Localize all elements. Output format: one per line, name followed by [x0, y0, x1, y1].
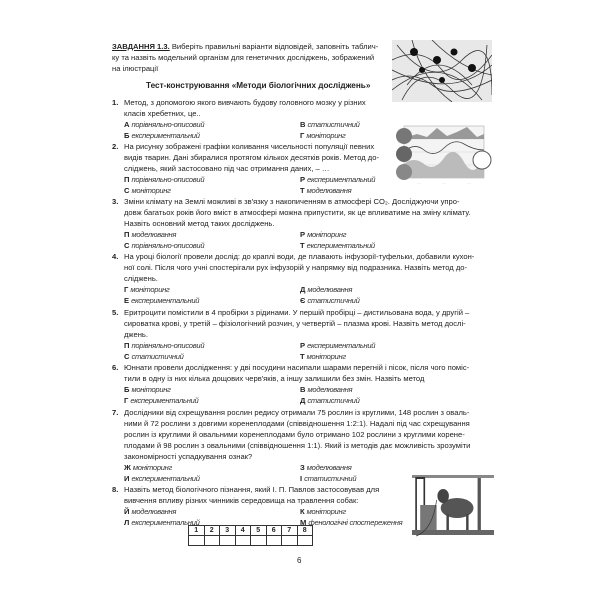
- answer-option[interactable]: [124, 395, 300, 406]
- option-letter: Р: [300, 175, 306, 184]
- question-text-line: джень.: [124, 330, 148, 339]
- answer-table: [188, 525, 313, 546]
- answer-option[interactable]: [300, 295, 500, 306]
- question-text-line: плодами й 98 рослин з овальними (співвідношення 1:1). Який із методів дає можливість зрозуміти: [124, 441, 471, 450]
- task-line: Виберіть правильні варіанти відповідей, заповніть таблич-: [169, 42, 379, 51]
- answer-table-header: 1: [189, 526, 205, 536]
- answer-option[interactable]: [300, 174, 500, 185]
- question-3: [112, 196, 500, 251]
- option-letter: П: [124, 175, 130, 184]
- task-line: на ілюстрації: [112, 64, 159, 73]
- option-text: експериментальний: [307, 175, 376, 184]
- option-letter: Р: [300, 341, 306, 350]
- question-2: [112, 141, 500, 196]
- option-letter: Д: [300, 396, 306, 405]
- question-text-line: закономірності успадкування ознак?: [124, 452, 253, 461]
- question-text-line: рослин із круглими й овальними коренеплодами було отримано 102 рослини з круглими корене-: [124, 430, 465, 439]
- option-letter: М: [300, 518, 307, 527]
- question-text-line: вивчення впливу різних чинників середовища на травлення собак:: [124, 496, 359, 505]
- option-letter: П: [124, 230, 130, 239]
- answer-option[interactable]: [124, 229, 300, 240]
- answer-table-input-row: [189, 536, 313, 546]
- answer-table-header: 5: [251, 526, 267, 536]
- answer-table-header: 3: [220, 526, 236, 536]
- option-letter: Р: [300, 230, 306, 239]
- option-letter: К: [300, 507, 305, 516]
- option-text: моніторинг: [307, 230, 347, 239]
- question-number: 2.: [112, 142, 119, 151]
- answer-table-header: 4: [235, 526, 251, 536]
- option-text: статистичний: [304, 474, 357, 483]
- answer-table-header: 2: [204, 526, 220, 536]
- option-text: експериментальний: [307, 341, 376, 350]
- question-text-line: тили в одну із них кілька дощових черв'яків, а іншу залишили без змін. Назвіть метод: [124, 374, 425, 383]
- svg-text:····: ····: [467, 181, 471, 185]
- answer-option[interactable]: [124, 295, 300, 306]
- question-7: [112, 407, 500, 484]
- answer-option[interactable]: [124, 473, 303, 484]
- option-text: моніторинг: [132, 463, 173, 472]
- answer-table-header: 7: [282, 526, 298, 536]
- answer-option[interactable]: [124, 185, 300, 196]
- answer-cell[interactable]: [297, 536, 313, 546]
- question-text-line: сліджень.: [124, 274, 158, 283]
- answer-option[interactable]: [124, 351, 300, 362]
- option-text: порівняльно-описовий: [131, 175, 205, 184]
- option-letter: Б: [124, 131, 130, 140]
- task-line: ку та назвіть модельний організм для генетичних досліджень, зображений: [112, 53, 375, 62]
- answer-option[interactable]: [300, 130, 500, 141]
- option-letter: Г: [124, 396, 129, 405]
- test-title: Тест-конструювання «Методи біологічних досліджень»: [146, 81, 371, 90]
- question-text-line: Еритроцити помістили в 4 пробірки з рідинами. У першій пробірці – дистильована вода, у другій –: [124, 308, 470, 317]
- option-text: порівняльно-описовий: [131, 241, 205, 250]
- answer-table-header: 6: [266, 526, 282, 536]
- answer-option[interactable]: [124, 174, 300, 185]
- option-text: моделювання: [307, 285, 353, 294]
- question-4: [112, 251, 500, 306]
- option-letter: С: [124, 241, 130, 250]
- svg-text:····: ····: [442, 181, 446, 185]
- answer-cell[interactable]: [282, 536, 298, 546]
- page-number: 6: [297, 556, 302, 565]
- answer-table-header: 8: [297, 526, 313, 536]
- option-letter: Д: [300, 285, 306, 294]
- question-number: 5.: [112, 308, 119, 317]
- option-text: фенологічні спостереження: [308, 518, 403, 527]
- answer-option[interactable]: [300, 284, 500, 295]
- answer-cell[interactable]: [266, 536, 282, 546]
- question-6: [112, 362, 500, 406]
- option-letter: П: [124, 341, 130, 350]
- option-letter: І: [300, 474, 303, 483]
- option-text: моніторинг: [306, 507, 346, 516]
- option-letter: С: [124, 186, 130, 195]
- option-text: експериментальний: [130, 396, 199, 405]
- option-text: статистичний: [131, 352, 184, 361]
- answer-cell[interactable]: [189, 536, 205, 546]
- question-text-line: Зміни клімату на Землі можливі в зв'язку з накопиченням в атмосфері CO₂. Досліджуючи упро-: [124, 197, 460, 206]
- option-text: експериментальний: [131, 474, 200, 483]
- question-number: 8.: [112, 485, 119, 494]
- option-letter: И: [124, 474, 130, 483]
- question-text-line: ної солі. Після чого учні спостерігали рух інфузорій у напрямку від подразника. Назвіть метод до-: [124, 263, 468, 272]
- option-letter: Г: [300, 131, 305, 140]
- answer-option[interactable]: [124, 284, 300, 295]
- option-text: статистичний: [307, 296, 360, 305]
- question-text-line: сліджень, який застосовано під час отримання даних, – …: [124, 164, 330, 173]
- option-letter: Т: [300, 186, 305, 195]
- option-text: моделювання: [307, 385, 353, 394]
- answer-cell[interactable]: [204, 536, 220, 546]
- answer-option[interactable]: [124, 130, 300, 141]
- question-number: 6.: [112, 363, 119, 372]
- option-letter: Т: [300, 352, 305, 361]
- option-text: експериментальний: [131, 131, 200, 140]
- question-number: 1.: [112, 98, 119, 107]
- option-text: моделювання: [306, 186, 352, 195]
- answer-cell[interactable]: [251, 536, 267, 546]
- option-text: моделювання: [306, 463, 352, 472]
- option-letter: С: [124, 352, 130, 361]
- answer-option[interactable]: [300, 119, 500, 130]
- svg-text:····: ····: [417, 181, 421, 185]
- answer-option[interactable]: [300, 351, 500, 362]
- question-text-line: видів тварин. Дані збиралися протягом кількох десятків років. Метод до-: [124, 153, 379, 162]
- option-text: статистичний: [307, 396, 360, 405]
- question-number: 3.: [112, 197, 119, 206]
- option-letter: Й: [124, 507, 130, 516]
- question-text-line: Юннати провели дослідження: у дві посудини насипали шарами перегній і пісок, після чого поміс-: [124, 363, 470, 372]
- answer-option[interactable]: [300, 462, 500, 473]
- answer-option[interactable]: [124, 340, 300, 351]
- option-text: статистичний: [307, 120, 360, 129]
- option-text: моделювання: [131, 230, 177, 239]
- option-text: експериментальний: [131, 296, 200, 305]
- option-text: моніторинг: [131, 385, 171, 394]
- answer-option[interactable]: [300, 395, 500, 406]
- option-text: експериментальний: [306, 241, 375, 250]
- answer-option[interactable]: [124, 462, 300, 473]
- answer-option[interactable]: [300, 473, 500, 484]
- option-text: моніторинг: [306, 352, 346, 361]
- question-text-line: сироватка крові, у третій – фізіологічний розчин, у четвертій – плазма крові. Назвіть метод дослі-: [124, 319, 466, 328]
- question-text-line: довж багатьох років його вміст в атмосфері можна припустити, як це впливатиме на зміну клімату.: [124, 208, 471, 217]
- answer-option[interactable]: [124, 240, 300, 251]
- model-organism-illustration: [392, 40, 492, 102]
- question-1: [112, 97, 500, 141]
- question-text-line: На уроці біології провели дослід: до краплі води, де плавають інфузорії-туфельки, добавили кухон-: [124, 252, 475, 261]
- question-number: 4.: [112, 252, 119, 261]
- answer-option[interactable]: [300, 384, 500, 395]
- option-letter: Г: [124, 285, 129, 294]
- question-text-line: ними й 72 рослини з довгими коренеплодами (співвідношення 1:2:1). Надалі під час схрещування: [124, 419, 470, 428]
- question-text-line: Назвіть метод біологічного пізнання, який І. П. Павлов застосовував для: [124, 485, 380, 494]
- answer-option[interactable]: [300, 340, 500, 351]
- option-text: експериментальний: [131, 518, 200, 527]
- question-number: 7.: [112, 408, 119, 417]
- option-letter: Ж: [124, 463, 131, 472]
- answer-option[interactable]: [124, 384, 300, 395]
- question-8: [112, 484, 500, 528]
- option-letter: Є: [300, 296, 306, 305]
- option-letter: В: [300, 120, 306, 129]
- option-letter: Т: [300, 241, 305, 250]
- answer-option[interactable]: [300, 517, 500, 528]
- question-text-line: Назвіть основний метод таких досліджень.: [124, 219, 275, 228]
- answer-option[interactable]: [300, 185, 500, 196]
- answer-cell[interactable]: [220, 536, 236, 546]
- answer-option[interactable]: [124, 506, 300, 517]
- option-letter: З: [300, 463, 305, 472]
- option-letter: А: [124, 120, 130, 129]
- option-text: моделювання: [131, 507, 177, 516]
- option-letter: В: [300, 385, 306, 394]
- option-text: порівняльно-описовий: [131, 120, 205, 129]
- answer-option[interactable]: [300, 229, 500, 240]
- option-letter: Б: [124, 385, 130, 394]
- task-instructions: [112, 41, 378, 74]
- question-text-line: Метод, з допомогою якого вивчають будову головного мозку у різних: [124, 98, 366, 107]
- answer-cell[interactable]: [235, 536, 251, 546]
- answer-option[interactable]: [124, 517, 300, 528]
- option-letter: Л: [124, 518, 130, 527]
- option-letter: Е: [124, 296, 130, 305]
- option-text: моніторинг: [131, 186, 171, 195]
- question-5: [112, 307, 500, 362]
- question-text-line: Дослідники від схрещування рослин редису отримали 75 рослин із круглими, 148 рослин з оваль-: [124, 408, 470, 417]
- answer-option[interactable]: [124, 119, 300, 130]
- answer-option[interactable]: [300, 506, 500, 517]
- question-text-line: На рисунку зображені графіки коливання чисельності популяції певних: [124, 142, 375, 151]
- option-text: моніторинг: [130, 285, 170, 294]
- question-text-line: класів хребетних, це..: [124, 109, 201, 118]
- answer-option[interactable]: [300, 240, 500, 251]
- task-label: ЗАВДАННЯ 1.3.: [112, 42, 170, 51]
- option-text: порівняльно-описовий: [131, 341, 205, 350]
- option-text: моніторинг: [306, 131, 346, 140]
